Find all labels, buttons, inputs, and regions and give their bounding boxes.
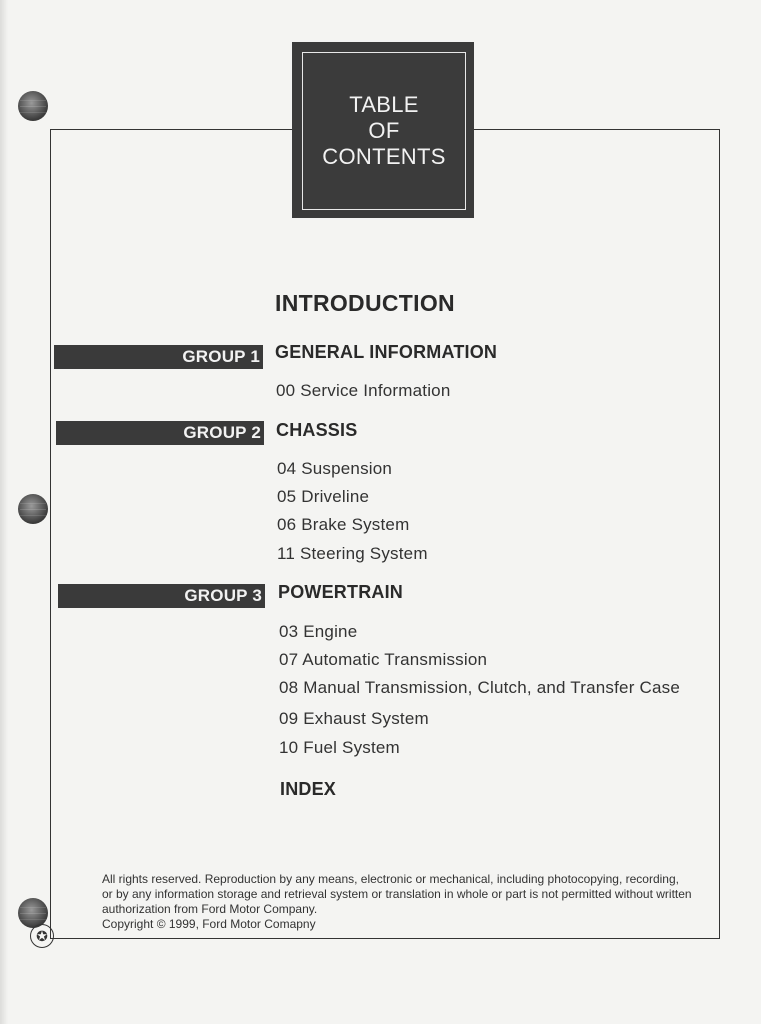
header-line-3: CONTENTS xyxy=(322,144,446,169)
section-title-chassis[interactable]: CHASSIS xyxy=(276,420,358,440)
group-1-bar xyxy=(54,345,263,369)
binder-hole-middle xyxy=(18,494,48,524)
table-of-contents-inner-border xyxy=(302,52,466,210)
group-3-label: GROUP 3 xyxy=(184,586,262,605)
binder-hole-top xyxy=(18,91,48,121)
toc-item-engine[interactable]: 03 Engine xyxy=(279,622,358,641)
index-heading[interactable]: INDEX xyxy=(280,779,337,799)
introduction-heading[interactable]: INTRODUCTION xyxy=(275,290,455,316)
toc-item-service-information[interactable]: 00 Service Information xyxy=(276,381,451,400)
group-3-bar xyxy=(58,584,265,608)
toc-item-brake-system[interactable]: 06 Brake System xyxy=(277,515,410,534)
star-stamp-icon: ✪ xyxy=(30,924,54,948)
toc-item-automatic-transmission[interactable]: 07 Automatic Transmission xyxy=(279,650,488,669)
table-of-contents-header xyxy=(292,42,474,218)
group-2-label: GROUP 2 xyxy=(183,423,261,442)
page-edge xyxy=(0,0,8,1024)
toc-item-steering-system[interactable]: 11 Steering System xyxy=(277,544,428,563)
header-line-1: TABLE xyxy=(349,92,419,117)
section-title-general-information[interactable]: GENERAL INFORMATION xyxy=(275,342,498,362)
section-title-powertrain[interactable]: POWERTRAIN xyxy=(278,582,403,602)
copyright-line: Copyright © 1999, Ford Motor Comapny xyxy=(102,917,316,931)
toc-item-driveline[interactable]: 05 Driveline xyxy=(277,487,370,506)
copyright-rights-text: All rights reserved. Reproduction by any means, electronic or mechanical, including photocopying, recording, or by any information storage and retrieval system or translation in whole or part is not permitted without written authorization from Ford Motor Company. xyxy=(102,872,692,916)
toc-item-manual-transmission[interactable]: 08 Manual Transmission, Clutch, and Transfer Case xyxy=(279,678,680,697)
toc-item-fuel-system[interactable]: 10 Fuel System xyxy=(279,738,400,757)
copyright-notice xyxy=(102,872,692,932)
header-line-2: OF xyxy=(368,118,400,143)
group-1-label: GROUP 1 xyxy=(182,347,260,366)
group-2-bar xyxy=(56,421,264,445)
toc-item-suspension[interactable]: 04 Suspension xyxy=(277,459,393,478)
toc-item-exhaust-system[interactable]: 09 Exhaust System xyxy=(279,709,429,728)
